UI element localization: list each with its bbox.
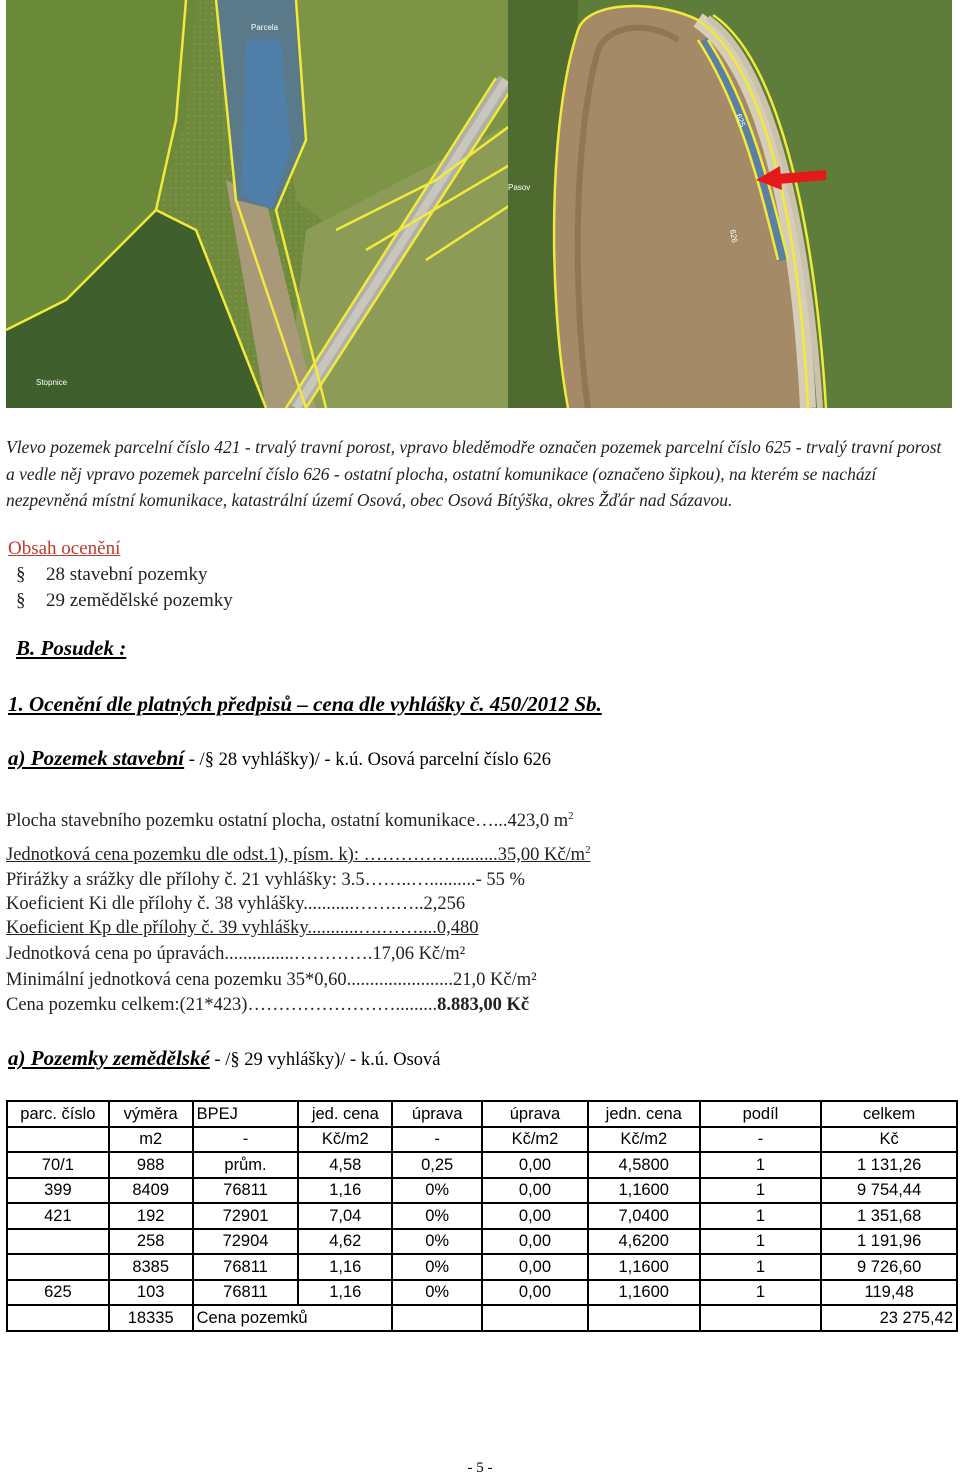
table-cell: 0,00 [482,1254,588,1280]
table-cell: 1,16 [298,1280,392,1306]
calc-line-adjusted-price: Jednotková cena po úpravách...............………….17,06 Kč/m² [6,944,466,964]
table-cell [7,1305,109,1331]
total-area: 18335 [109,1305,193,1331]
calc-line-min-price: Minimální jednotková cena pozemku 35*0,60.......................21,0 Kč/m² [6,970,537,990]
table-cell: 4,6200 [588,1229,700,1255]
aerial-photo-right [508,0,952,408]
table-cell: 1 [700,1280,822,1306]
table-cell: 1 131,26 [821,1152,957,1178]
table-header-cell: úprava [482,1101,588,1127]
calc-line-total [6,995,529,1016]
table-cell: 7,0400 [588,1203,700,1229]
table-cell: 76811 [193,1254,299,1280]
calc-line-kp: Koeficient Kp dle přílohy č. 39 vyhlášky...........….……....0,480 [6,918,479,938]
table-cell [392,1305,482,1331]
table-header-cell: Kč [821,1127,957,1153]
table-cell: 1 [700,1178,822,1204]
table-cell [588,1305,700,1331]
table-cell [700,1305,822,1331]
table-header-cell: jedn. cena [588,1101,700,1127]
table-header-cell: podíl [700,1101,822,1127]
table-header-row [7,1101,957,1127]
photo-caption: Vlevo pozemek parcelní číslo 421 - trvalý travní porost, vpravo bleděmodře označen pozemek parcelní číslo 625 - trvalý travní porost a vedle něj vpravo pozemek parcelní číslo 626 - ostatní plocha, ostatní komunikace (označeno šipkou), na kterém se nachází nezpevněná místní komunikace, katastrální území Osová, obec Osová Bítýška, okres Žďár nad Sázavou. [6,437,942,510]
table-header-cell: celkem [821,1101,957,1127]
table-header-row [7,1127,957,1153]
toc-item-label: 28 stavební pozemky [46,564,208,585]
table-header-cell [7,1127,109,1153]
table-cell: 1 [700,1203,822,1229]
aerial-photo-left [6,0,518,408]
table-cell: 1 [700,1152,822,1178]
table-cell: 119,48 [821,1280,957,1306]
calc-sup: 2 [568,810,574,822]
table-header-cell: jed. cena [298,1101,392,1127]
table-header-cell: m2 [109,1127,193,1153]
table-cell: 0% [392,1229,482,1255]
table-cell: 72904 [193,1229,299,1255]
toc-item[interactable] [16,564,207,586]
table-cell: 8409 [109,1178,193,1204]
table-cell: 70/1 [7,1152,109,1178]
calc-total-value: 8.883,00 Kč [437,995,530,1015]
heading-rest: - /§ 29 vyhlášky)/ - k.ú. Osová [209,1050,441,1070]
table-cell: 0,00 [482,1203,588,1229]
calc-text: Plocha stavebního pozemku ostatní plocha, ostatní komunikace…...423,0 m [6,811,569,832]
table-body [7,1152,957,1305]
table-header-cell: Kč/m2 [482,1127,588,1153]
total-sum: 23 275,42 [821,1305,957,1331]
table-cell: 1,1600 [588,1254,700,1280]
table-cell [7,1254,109,1280]
calc-text: Cena pozemku celkem:(21*423)……………………......... [6,995,438,1015]
table-total-row [7,1305,957,1331]
calc-line-area [6,810,574,832]
calc-line-unit-price [6,844,591,866]
table-row [7,1152,957,1178]
table-cell: 0,00 [482,1152,588,1178]
table-cell: 0,00 [482,1229,588,1255]
table-cell: 0% [392,1203,482,1229]
table-cell: 421 [7,1203,109,1229]
map-label-626: 626 [728,228,740,244]
table-cell: 192 [109,1203,193,1229]
table-cell [7,1229,109,1255]
table-cell: 258 [109,1229,193,1255]
calc-line-ki: Koeficient Ki dle přílohy č. 38 vyhlášky...........…….…..2,256 [6,894,466,914]
valuation-table [6,1100,958,1332]
table-cell: prům. [193,1152,299,1178]
table-cell: 988 [109,1152,193,1178]
table-row [7,1280,957,1306]
cadastral-map-right [508,0,952,408]
table-cell: 76811 [193,1280,299,1306]
heading-lead: a) Pozemek stavební [8,746,185,770]
heading-lead: a) Pozemky zemědělské [8,1046,210,1070]
table-cell: 1,1600 [588,1178,700,1204]
table-cell: 399 [7,1178,109,1204]
calc-text: Jednotková cena pozemku dle odst.1), písm. k): …………….........35,00 Kč/m [6,845,586,866]
table-cell: 0,25 [392,1152,482,1178]
cadastral-map-left [6,0,518,408]
table-cell: 1 [700,1229,822,1255]
table-cell: 0% [392,1254,482,1280]
table-cell: 1 [700,1254,822,1280]
table-cell: 8385 [109,1254,193,1280]
map-label-pasov: Pasov [508,183,531,192]
table-cell: 72901 [193,1203,299,1229]
table-cell: 1,16 [298,1178,392,1204]
table-row [7,1254,957,1280]
table-cell: 103 [109,1280,193,1306]
table-header-cell: výměra [109,1101,193,1127]
map-label-stopnice: Stopnice [36,378,68,387]
table-cell: 0,00 [482,1178,588,1204]
toc-item[interactable] [16,590,233,612]
table-cell: 0% [392,1178,482,1204]
table-cell [482,1305,588,1331]
table-cell: 1,16 [298,1254,392,1280]
heading-posudek: B. Posudek : [16,636,127,660]
table-header-cell: - [700,1127,822,1153]
table-header-cell: - [193,1127,299,1153]
page-number: - 5 - [467,1460,493,1476]
table-cell: 1 191,96 [821,1229,957,1255]
table-cell: 76811 [193,1178,299,1204]
section-icon: § [16,590,26,611]
table-row [7,1178,957,1204]
toc-title[interactable]: Obsah ocenění [8,538,121,559]
table-row [7,1203,957,1229]
table-cell: 9 754,44 [821,1178,957,1204]
table-cell: 4,5800 [588,1152,700,1178]
heading-oceneni: 1. Ocenění dle platných předpisů – cena dle vyhlášky č. 450/2012 Sb. [8,692,602,716]
table-cell: 1,1600 [588,1280,700,1306]
calc-sup: 2 [585,844,591,856]
table-cell: 4,62 [298,1229,392,1255]
table-header-cell: - [392,1127,482,1153]
heading-pozemky-zemedelske [8,1046,441,1071]
table-cell: 0% [392,1280,482,1306]
map-label-625: 625 [734,112,748,129]
table-cell: 7,04 [298,1203,392,1229]
section-icon: § [16,564,26,585]
table-header-cell: parc. číslo [7,1101,109,1127]
table-header-cell: Kč/m2 [298,1127,392,1153]
table-cell: 9 726,60 [821,1254,957,1280]
table-cell: 0,00 [482,1280,588,1306]
table-row [7,1229,957,1255]
table-cell: 4,58 [298,1152,392,1178]
total-label: Cena pozemků [193,1305,393,1331]
table-header-cell: BPEJ [193,1101,299,1127]
heading-pozemek-stavebni [8,746,551,771]
heading-rest: - /§ 28 vyhlášky)/ - k.ú. Osová parcelní číslo 626 [184,750,551,770]
table-cell: 1 351,68 [821,1203,957,1229]
table-cell: 625 [7,1280,109,1306]
calc-line-surcharges: Přirážky a srážky dle přílohy č. 21 vyhlášky: 3.5……..…..........- 55 % [6,870,525,890]
toc-item-label: 29 zemědělské pozemky [46,590,233,611]
table-header-cell: úprava [392,1101,482,1127]
table-header-cell: Kč/m2 [588,1127,700,1153]
map-label-parcela: Parcela [251,23,279,32]
